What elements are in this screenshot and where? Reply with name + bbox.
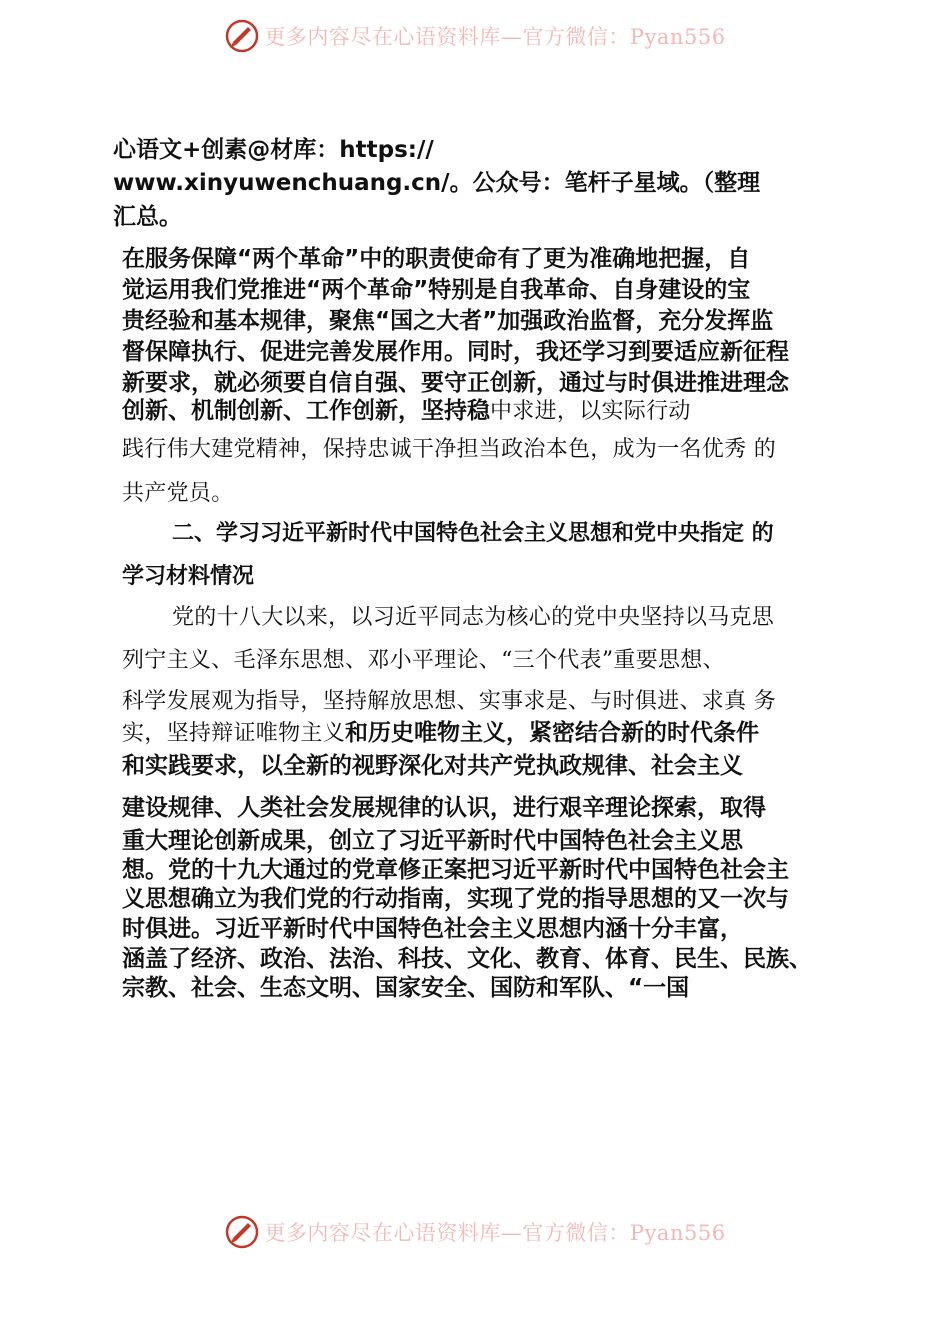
paragraph-line: 共产党员。 (122, 481, 234, 506)
paragraph-line: 党的十八大以来，以习近平同志为核心的党中央坚持以马克思 (172, 605, 775, 630)
paragraph-line: 践行伟大建党精神，保持忠诚干净担当政治本色，成为一名优秀 的 (122, 437, 776, 462)
text-segment-bold: 创新、机制创新、工作创新，坚持稳 (122, 398, 490, 424)
paragraph-line: 宗教、社会、生态文明、国家安全、国防和军队、“一国 (122, 975, 690, 1001)
paragraph-line: 觉运用我们党推进“两个革命”特别是自我革命、自身建设的宝 (122, 277, 751, 303)
paragraph-line: 想。党的十九大通过的党章修正案把习近平新时代中国特色社会主 (122, 857, 789, 883)
paragraph-line-mixed (122, 392, 691, 425)
watermark-header (0, 16, 950, 56)
paragraph-line: 新要求，就必须要自信自强、要守正创新，通过与时俱进推进理念 (122, 370, 789, 396)
text-segment-regular: 中求进，以实际行动 (490, 399, 691, 424)
paragraph-line: 督保障执行、促进完善发展作用。同时，我还学习到要适应新征程 (122, 339, 789, 365)
text-segment-regular: 实，坚持辩证唯物主义 (122, 721, 346, 746)
watermark-footer (0, 1212, 950, 1252)
source-line-2: www.xinyuwenchuang.cn/。公众号：笔杆子星域。（整理 (113, 170, 761, 196)
paragraph-line: 列宁主义、毛泽东思想、邓小平理论、“三个代表”重要思想、 (122, 648, 725, 673)
pen-logo-icon (224, 1214, 260, 1250)
paragraph-line: 在服务保障“两个革命”中的职责使命有了更为准确地把握，自 (122, 246, 751, 272)
watermark-text: 更多内容尽在心语资料库—官方微信：Pyan556 (264, 1221, 726, 1245)
source-line-1: 心语文+创素@材库：https:// (113, 137, 434, 163)
paragraph-line: 时俱进。习近平新时代中国特色社会主义思想内涵十分丰富， (122, 916, 743, 942)
pen-logo-icon (224, 18, 260, 54)
paragraph-line: 建设规律、人类社会发展规律的认识，进行艰辛理论探索，取得 (122, 795, 766, 821)
section-heading: 二、学习习近平新时代中国特色社会主义思想和党中央指定 的 (172, 521, 774, 546)
paragraph-line: 和实践要求，以全新的视野深化对共产党执政规律、社会主义 (122, 753, 743, 779)
paragraph-line: 义思想确立为我们党的行动指南，实现了党的指导思想的又一次与 (122, 886, 789, 912)
paragraph-line: 重大理论创新成果，创立了习近平新时代中国特色社会主义思 (122, 828, 743, 854)
paragraph-line: 科学发展观为指导，坚持解放思想、实事求是、与时俱进、求真 务 (122, 689, 776, 714)
paragraph-line-mixed (122, 714, 759, 747)
source-line-3: 汇总。 (113, 204, 182, 230)
text-segment-bold: 和历史唯物主义，紧密结合新的时代条件 (345, 720, 760, 746)
paragraph-line: 涵盖了经济、政治、法治、科技、文化、教育、体育、民生、民族、 (122, 946, 812, 972)
section-heading-continued: 学习材料情况 (122, 564, 255, 589)
paragraph-line: 贵经验和基本规律，聚焦“国之大者”加强政治监督，充分发挥监 (122, 308, 774, 334)
watermark-text: 更多内容尽在心语资料库—官方微信：Pyan556 (264, 25, 726, 49)
